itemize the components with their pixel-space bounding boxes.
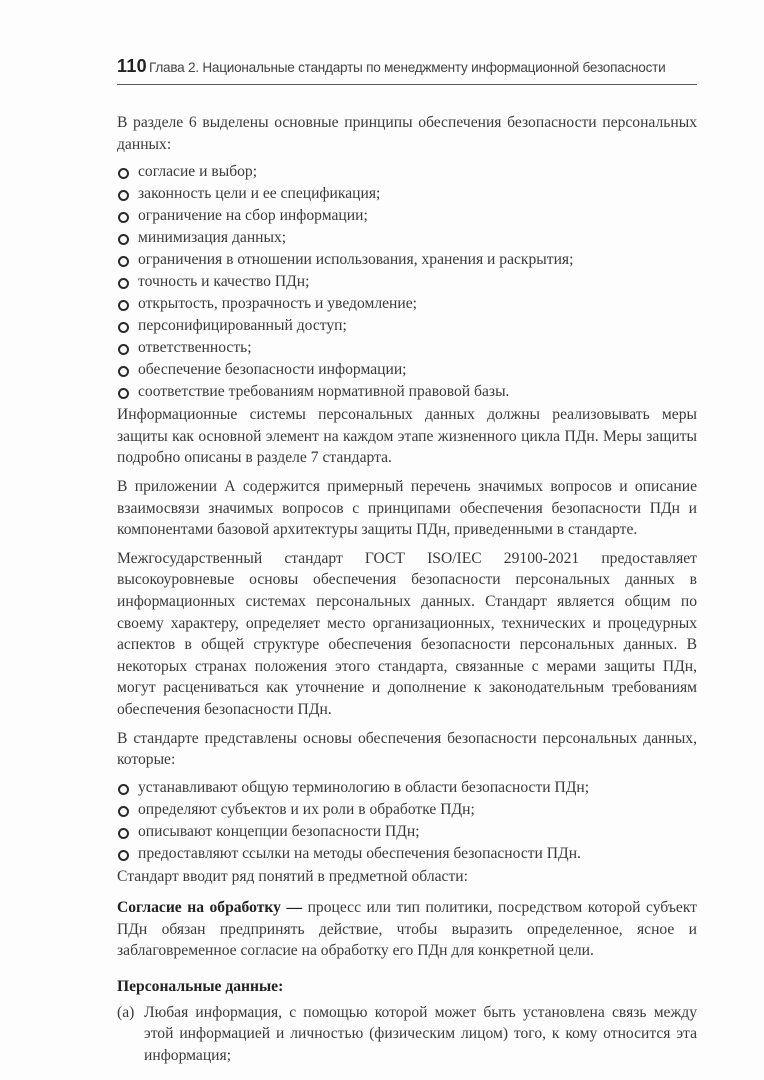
list-item — [117, 338, 697, 358]
circle-bullet-icon — [118, 784, 129, 795]
paragraph-basics-intro: В стандарте представлены основы обеспечения безопасности персональных данных, которые: — [117, 729, 697, 769]
paragraph-principles-intro: В разделе 6 выделены основные принципы обеспечения безопасности персональных данных: — [117, 114, 697, 153]
list-item-text: открытость, прозрачность и уведомление; — [138, 295, 417, 313]
running-header — [117, 56, 697, 85]
book-page — [117, 56, 697, 1066]
heading-personal-data: Персональные данные: — [117, 978, 284, 996]
list-item-text: согласие и выбор; — [138, 163, 258, 181]
circle-bullet-icon — [118, 322, 129, 333]
list-item — [117, 844, 697, 864]
circle-bullet-icon — [118, 190, 129, 201]
list-item-text: устанавливают общую терминологию в области безопасности ПДн; — [138, 778, 590, 796]
list-item — [117, 206, 697, 226]
circle-bullet-icon — [118, 366, 129, 377]
list-item — [117, 162, 697, 182]
definition-text: процесс или тип политики, посредством которой субъект ПДн обязан предпринять действие, чтобы выразить определенное, ясное и заблаговременное согласие на обработку его ПДн для конкретной цели. — [117, 899, 697, 960]
list-item-text: минимизация данных; — [138, 229, 287, 247]
list-item — [117, 360, 697, 380]
em-dash: — — [280, 899, 308, 917]
list-item-text: определяют субъектов и их роли в обработке ПДн; — [138, 800, 475, 818]
list-item — [117, 382, 697, 402]
page-body — [117, 112, 697, 1066]
list-item — [117, 184, 697, 204]
circle-bullet-icon — [118, 212, 129, 223]
list-item-text: соответствие требованиям нормативной правовой базы. — [138, 383, 510, 401]
circle-bullet-icon — [118, 344, 129, 355]
list-item — [117, 778, 697, 798]
circle-bullet-icon — [118, 850, 129, 861]
circle-bullet-icon — [118, 234, 129, 245]
list-item — [117, 250, 697, 270]
list-item-text: описывают концепции безопасности ПДн; — [138, 822, 420, 840]
list-item — [117, 316, 697, 336]
list-item — [117, 228, 697, 248]
list-item — [117, 822, 697, 842]
list-item-text: ответственность; — [138, 339, 252, 357]
list-item — [117, 272, 697, 292]
paragraph-gost-standard: Межгосударственный стандарт ГОСТ ISO/IEC 29100-2021 предоставляет высокоуровневые основы обеспечения безопасности персональных данных в информационных системах персональных данных. Стандарт является общим по своему характеру, определяет место организационных, технических и процедурных аспектов в общей структуре обеспечения безопасности персональных данных. В некоторых странах положения этого стандарта, связанные с мерами защиты ПДн, могут расцениваться как уточнение и дополнение к законодательным требованиям обеспечения безопасности ПДн. — [117, 549, 697, 718]
definition-consent — [117, 897, 697, 962]
list-item-text: ограничения в отношении использования, хранения и раскрытия; — [138, 251, 574, 269]
list-item — [117, 800, 697, 820]
circle-bullet-icon — [118, 828, 129, 839]
list-item-text: точность и качество ПДн; — [138, 273, 310, 291]
list-item-text: персонифицированный доступ; — [138, 317, 347, 335]
paragraph-concepts-intro: Стандарт вводит ряд понятий в предметной области: — [117, 867, 468, 885]
principles-list — [117, 162, 697, 402]
circle-bullet-icon — [118, 256, 129, 267]
paragraph-protection-measures: Информационные системы персональных данных должны реализовывать меры защиты как основной элемент на каждом этапе жизненного цикла ПДн. Меры защиты подробно описаны в разделе 7 стандарта. — [117, 406, 697, 467]
list-item-text: ограничение на сбор информации; — [138, 207, 368, 225]
basics-list — [117, 778, 697, 864]
enumerated-item — [117, 1002, 697, 1067]
list-item-text: обеспечение безопасности информации; — [138, 361, 407, 379]
page-number: 110 — [117, 56, 147, 76]
list-item — [117, 294, 697, 314]
list-item-text: предоставляют ссылки на методы обеспечения безопасности ПДн. — [138, 844, 581, 862]
circle-bullet-icon — [118, 388, 129, 399]
enum-marker: (а) — [117, 1003, 135, 1021]
term-consent: Согласие на обработку — [117, 899, 281, 917]
circle-bullet-icon — [118, 168, 129, 179]
list-item-text: законность цели и ее спецификация; — [138, 185, 381, 203]
circle-bullet-icon — [118, 806, 129, 817]
circle-bullet-icon — [118, 278, 129, 289]
paragraph-annex-a: В приложении А содержится примерный перечень значимых вопросов и описание взаимосвязи значимых вопросов с принципами обеспечения безопасности ПДн и компонентами базовой архитектуры защиты ПДн, приведенными в стандарте. — [117, 477, 697, 539]
circle-bullet-icon — [118, 300, 129, 311]
chapter-title: Глава 2. Национальные стандарты по менеджменту информационной безопасности — [149, 60, 666, 75]
enum-text: Любая информация, с помощью которой может быть установлена связь между этой информацией и личностью (физическим лицом) того, к кому относится эта информация; — [144, 1003, 697, 1064]
